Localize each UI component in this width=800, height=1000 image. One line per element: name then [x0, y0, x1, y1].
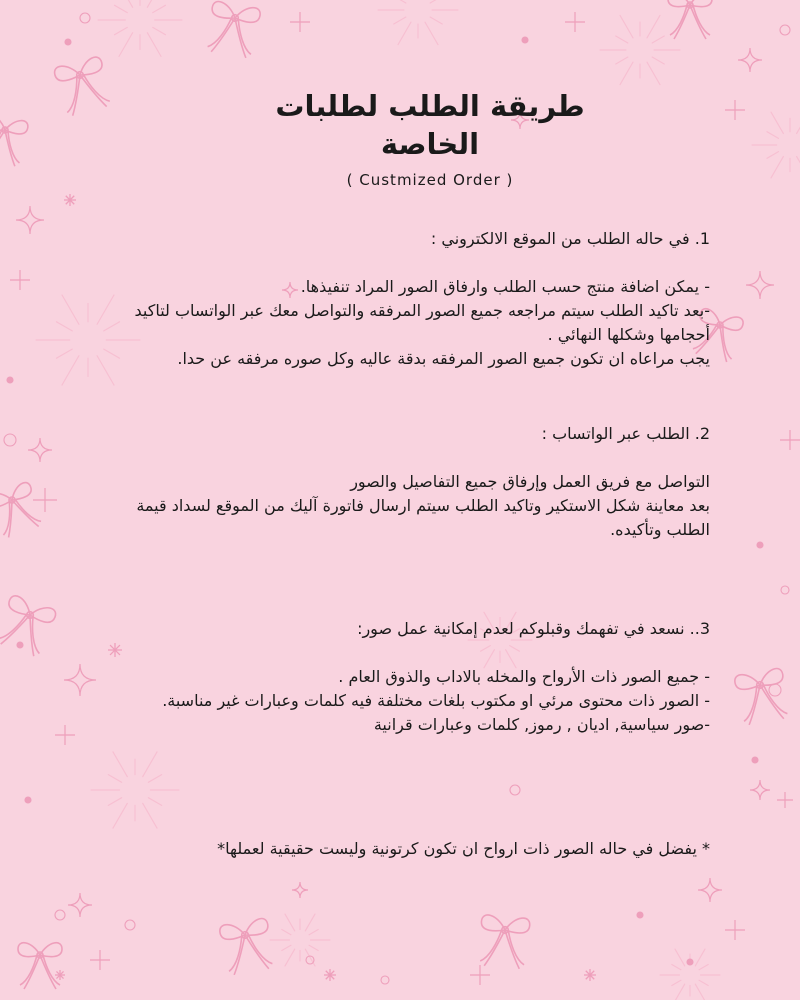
section-3-line: -صور سياسية, اديان , رموز, كلمات وعبارات قرانية: [373, 715, 710, 734]
dot-icon: [637, 912, 643, 918]
plus-sparkle-icon: [470, 965, 490, 985]
dot-icon: [687, 959, 693, 965]
dot-icon: [125, 920, 135, 930]
sparkle-burst-icon: [36, 295, 140, 385]
section-3-line: - الصور ذات محتوى مرئي او مكتوب بلغات مختلفة فيه كلمات وعبارات غير مناسبة.: [162, 691, 710, 710]
plus-sparkle-icon: [725, 100, 745, 120]
plus-sparkle-icon: [290, 12, 310, 32]
sparkle-burst-icon: [660, 949, 720, 1000]
dot-icon: [769, 684, 781, 696]
sparkle-icon: [698, 878, 722, 902]
section-1-line: -بعد تاكيد الطلب سيتم مراجعه جميع الصور المرفقه والتواصل معك عبر الواتساب لتاكيد أحجامها وشكلها النهائي .: [134, 301, 710, 344]
plus-sparkle-icon: [90, 950, 110, 970]
dot-icon: [510, 785, 520, 795]
asterisk-icon: [584, 969, 596, 981]
section-1-line: يجب مراعاه ان تكون جميع الصور المرفقه بدقة عاليه وكل صوره مرفقه عن حدا.: [177, 349, 710, 368]
dot-icon: [17, 642, 23, 648]
dot-icon: [752, 757, 758, 763]
sparkle-burst-icon: [91, 752, 179, 828]
dot-icon: [780, 25, 790, 35]
note-text: * يفضل في حاله الصور ذات ارواح ان تكون كرتونية وليست حقيقية لعملها*: [217, 839, 710, 858]
ribbon-bow-icon: [0, 594, 57, 658]
page-subtitle: ( Custmized Order ): [346, 171, 514, 189]
sparkle-icon: [738, 48, 762, 72]
sparkle-icon: [750, 780, 770, 800]
sparkle-icon: [292, 882, 308, 898]
dot-icon: [522, 37, 528, 43]
dot-icon: [65, 39, 71, 45]
dot-icon: [4, 434, 16, 446]
ribbon-bow-icon: [668, 0, 712, 39]
page-title: [200, 87, 660, 163]
dot-icon: [381, 976, 389, 984]
dot-icon: [80, 13, 90, 23]
ribbon-bow-icon: [0, 481, 44, 540]
sparkle-burst-icon: [270, 914, 330, 966]
sparkle-icon: [16, 206, 44, 234]
sparkle-burst-icon: [752, 112, 800, 178]
section-2: [130, 422, 710, 542]
plus-sparkle-icon: [33, 488, 57, 512]
plus-sparkle-icon: [565, 12, 585, 32]
dot-icon: [55, 910, 65, 920]
asterisk-icon: [108, 643, 122, 657]
title-line-1: طريقة الطلب لطلبات: [275, 89, 585, 123]
section-2-line: التواصل مع فريق العمل وإرفاق جميع التفاصيل والصور: [350, 472, 710, 491]
ribbon-bow-icon: [219, 918, 275, 977]
ribbon-bow-icon: [0, 114, 29, 167]
section-2-line: بعد معاينة شكل الاستكير وتاكيد الطلب سيتم ارسال فاتورة آليك من الموقع لسداد قيمة الطلب وتأكيده.: [136, 496, 710, 539]
ribbon-bow-icon: [18, 943, 62, 989]
sparkle-icon: [28, 438, 52, 462]
ribbon-bow-icon: [478, 914, 531, 969]
section-2-heading: 2. الطلب عبر الواتساب :: [541, 424, 710, 443]
dot-icon: [25, 797, 31, 803]
plus-sparkle-icon: [777, 792, 793, 808]
sparkle-icon: [746, 271, 774, 299]
section-3-line: - جميع الصور ذات الأرواح والمخله بالاداب والذوق العام .: [338, 667, 710, 686]
asterisk-icon: [64, 194, 76, 206]
plus-sparkle-icon: [55, 725, 75, 745]
title-line-2: الخاصة: [380, 127, 480, 161]
plus-sparkle-icon: [780, 430, 800, 450]
section-1-line: - يمكن اضافة منتج حسب الطلب وارفاق الصور المراد تنفيذها.: [300, 277, 710, 296]
section-1: [130, 227, 710, 371]
sparkle-icon: [64, 664, 96, 696]
dot-icon: [7, 377, 13, 383]
dot-icon: [757, 542, 763, 548]
sparkle-burst-icon: [378, 0, 458, 45]
sparkle-burst-icon: [600, 15, 680, 84]
ribbon-bow-icon: [734, 668, 790, 727]
sparkle-icon: [68, 893, 92, 917]
asterisk-icon: [324, 969, 336, 981]
asterisk-icon: [55, 970, 65, 980]
sparkle-burst-icon: [98, 0, 182, 56]
section-1-heading: 1. في حاله الطلب من الموقع الالكتروني :: [430, 229, 710, 248]
section-3: [130, 617, 710, 737]
ribbon-bow-icon: [205, 1, 261, 60]
section-3-heading: 3.. نسعد في تفهمك وقبلوكم لعدم إمكانية عمل صور:: [357, 619, 710, 638]
plus-sparkle-icon: [725, 920, 745, 940]
plus-sparkle-icon: [10, 270, 30, 290]
note: [130, 837, 710, 861]
ribbon-bow-icon: [53, 56, 113, 118]
dot-icon: [781, 586, 789, 594]
